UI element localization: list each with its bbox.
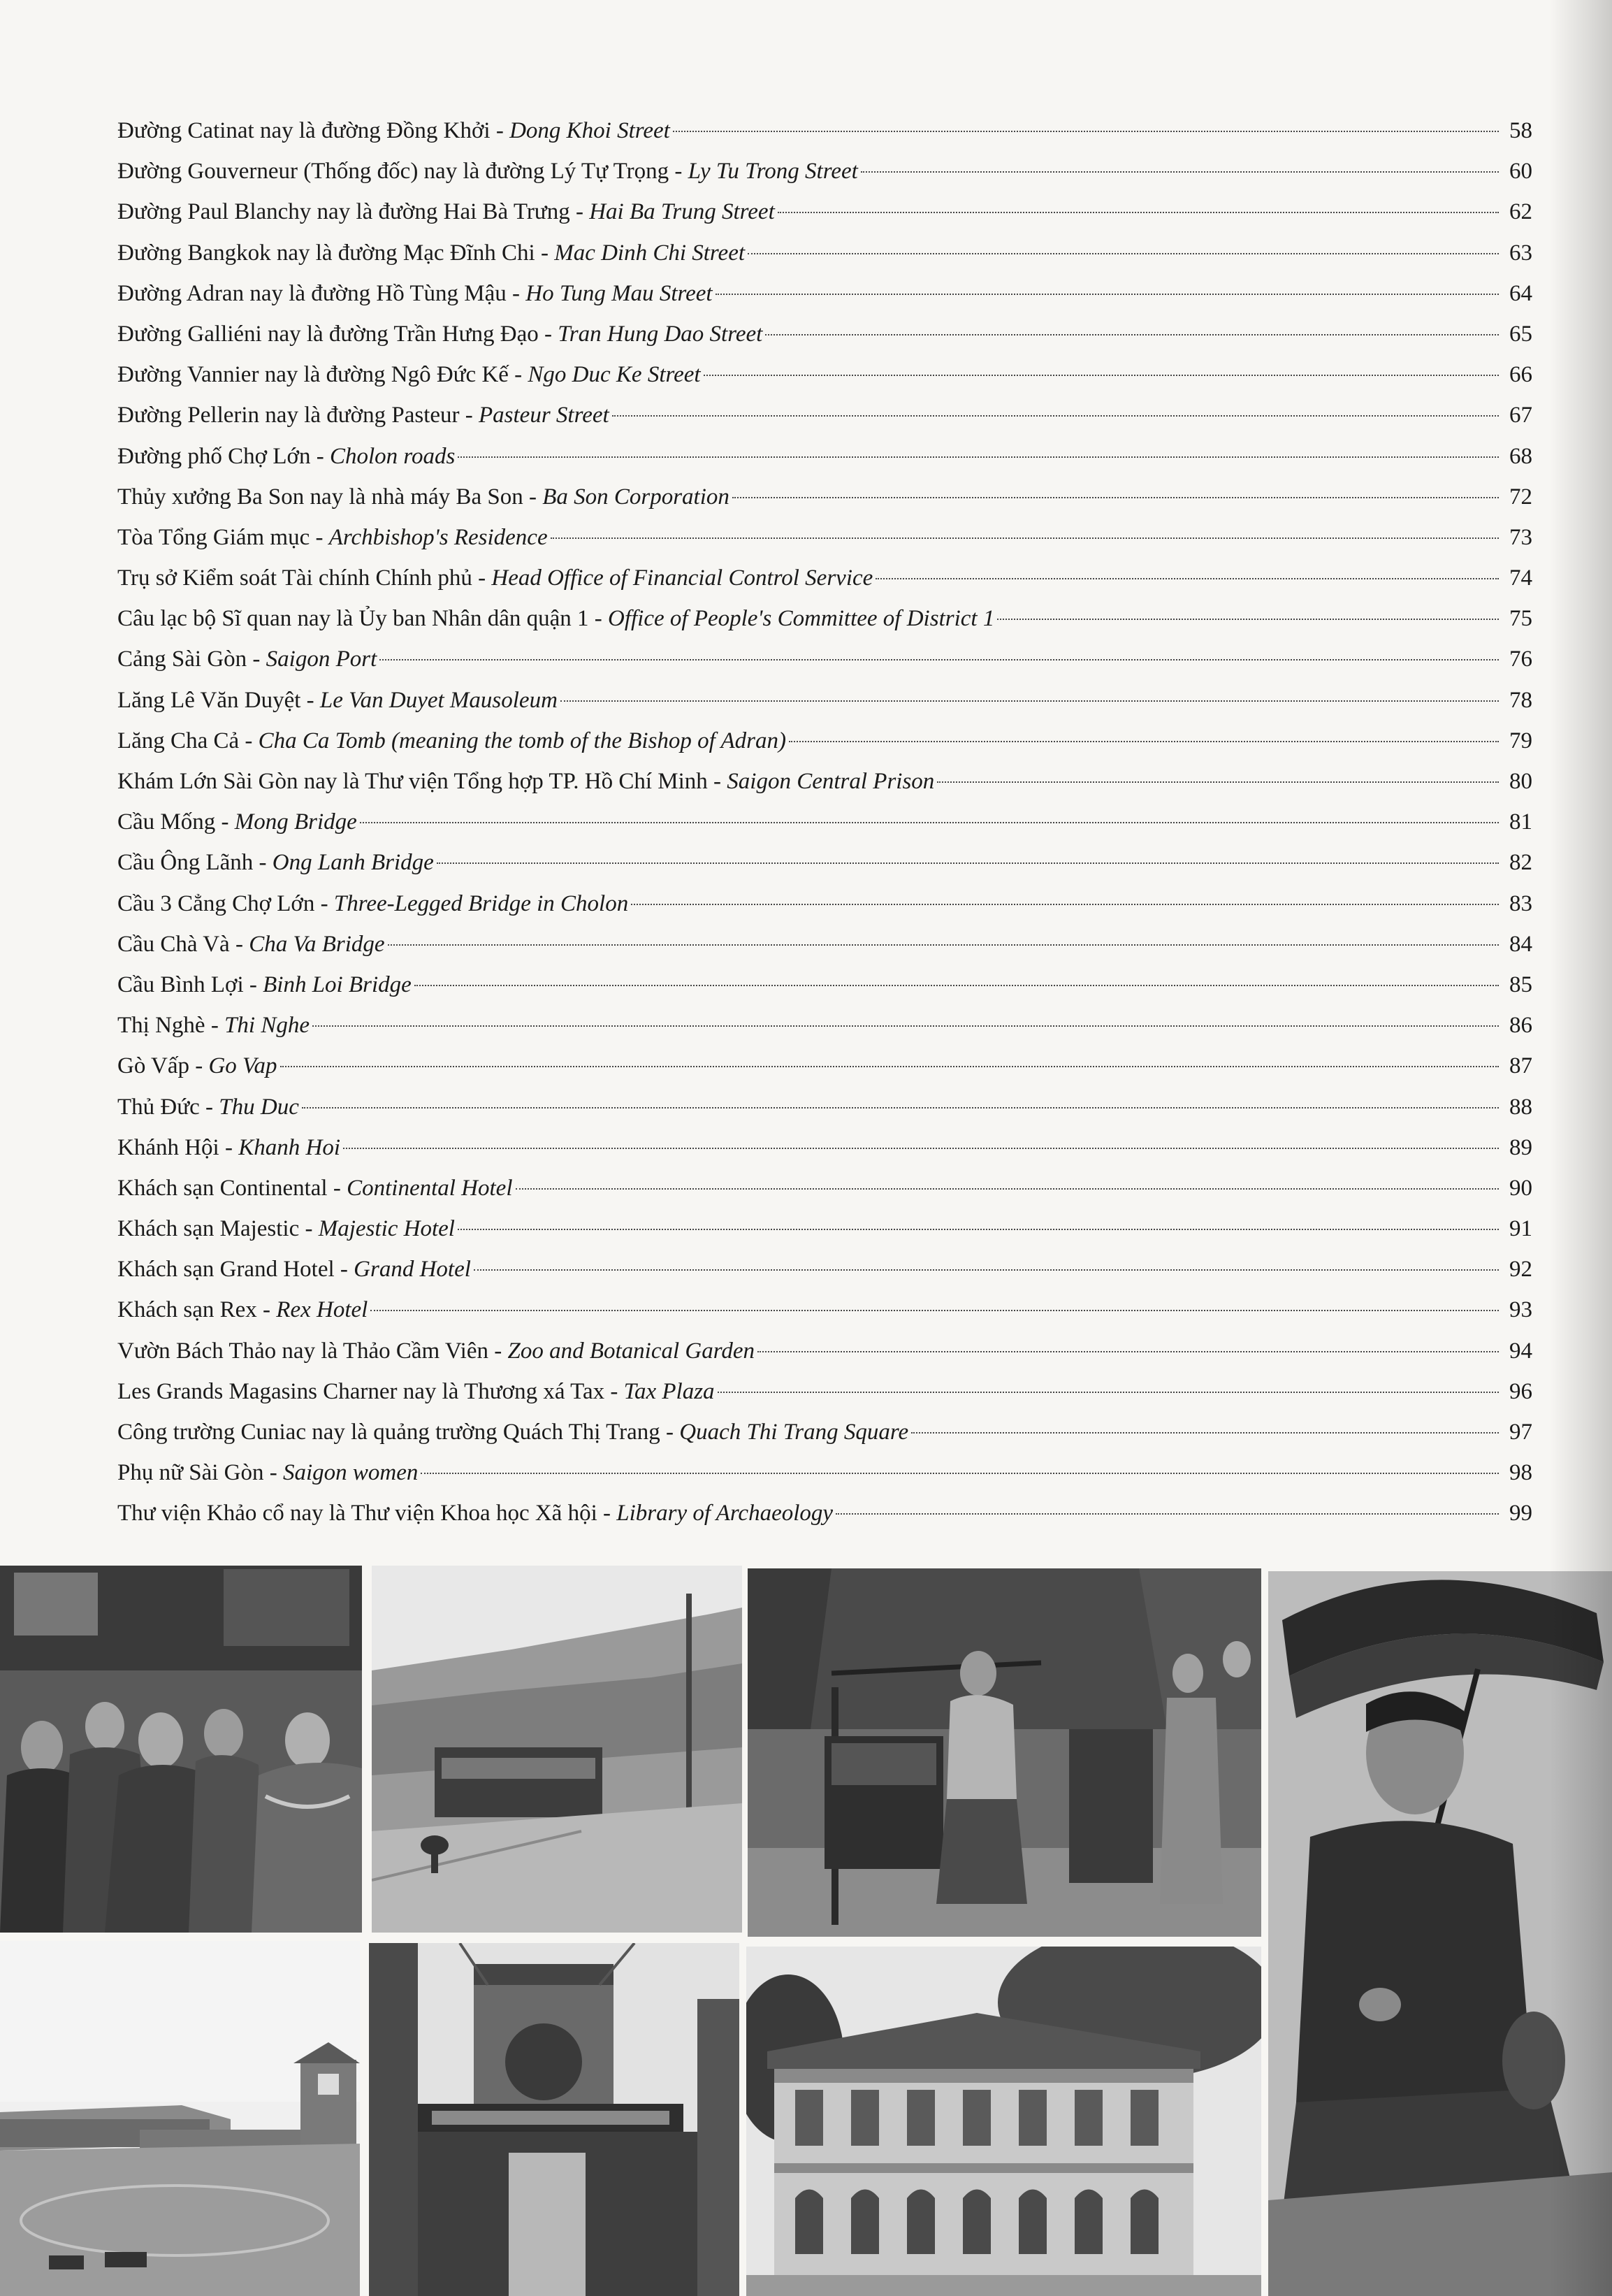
toc-entry-leader-dots bbox=[414, 985, 1499, 986]
toc-entry[interactable] bbox=[117, 1249, 1532, 1290]
toc-entry-english-title: Tran Hung Dao Street bbox=[558, 321, 763, 347]
toc-entry-page-number: 66 bbox=[1509, 362, 1532, 388]
toc-entry[interactable] bbox=[117, 151, 1532, 192]
toc-entry-leader-dots bbox=[360, 822, 1499, 823]
toc-entry-page-number: 94 bbox=[1509, 1338, 1532, 1364]
toc-entry-leader-dots bbox=[379, 659, 1499, 660]
toc-entry-separator: - bbox=[508, 362, 528, 388]
toc-entry-english-title: Thi Nghe bbox=[224, 1013, 310, 1039]
toc-entry[interactable] bbox=[117, 1290, 1532, 1330]
toc-entry-leader-dots bbox=[861, 171, 1499, 173]
toc-entry-page-number: 65 bbox=[1509, 321, 1532, 347]
toc-entry-english-title: Saigon women bbox=[283, 1460, 419, 1486]
toc-entry-leader-dots bbox=[437, 862, 1499, 864]
toc-entry-page-number: 98 bbox=[1509, 1460, 1532, 1486]
toc-entry-separator: - bbox=[229, 931, 249, 957]
toc-entry-separator: - bbox=[707, 769, 727, 794]
toc-entry-separator: - bbox=[488, 1338, 508, 1364]
toc-entry-leader-dots bbox=[997, 619, 1499, 620]
toc-entry-leader-dots bbox=[631, 904, 1499, 905]
toc-entry-english-title: Mac Dinh Chi Street bbox=[554, 240, 746, 266]
toc-entry[interactable] bbox=[117, 395, 1532, 435]
toc-entry-english-title: Zoo and Botanical Garden bbox=[507, 1338, 755, 1364]
toc-entry-vietnamese-title: Khách sạn Majestic bbox=[117, 1216, 300, 1242]
toc-entry-leader-dots bbox=[716, 294, 1499, 295]
toc-entry-vietnamese-title: Gò Vấp bbox=[117, 1053, 189, 1079]
toc-entry-vietnamese-title: Khám Lớn Sài Gòn nay là Thư viện Tổng hợp TP. Hồ Chí Minh bbox=[117, 769, 708, 794]
toc-entry-page-number: 89 bbox=[1509, 1134, 1532, 1160]
toc-entry[interactable] bbox=[117, 1493, 1532, 1533]
toc-entry-page-number: 86 bbox=[1509, 1013, 1532, 1039]
toc-entry-english-title: Cholon roads bbox=[330, 443, 456, 469]
toc-entry-vietnamese-title: Thủ Đức bbox=[117, 1094, 200, 1120]
toc-entry-separator: - bbox=[253, 850, 273, 876]
toc-entry-leader-dots bbox=[765, 334, 1499, 335]
toc-entry-leader-dots bbox=[836, 1513, 1499, 1515]
toc-entry-separator: - bbox=[243, 972, 263, 997]
toc-entry-leader-dots bbox=[302, 1107, 1499, 1109]
toc-entry-separator: - bbox=[199, 1094, 219, 1120]
toc-entry-vietnamese-title: Đường Bangkok nay là đường Mạc Đĩnh Chi bbox=[117, 240, 535, 266]
toc-entry-english-title: Library of Archaeology bbox=[616, 1501, 834, 1526]
toc-entry[interactable] bbox=[117, 354, 1532, 395]
toc-entry-page-number: 90 bbox=[1509, 1175, 1532, 1201]
toc-entry[interactable] bbox=[117, 761, 1532, 802]
toc-entry-page-number: 96 bbox=[1509, 1378, 1532, 1404]
toc-entry-leader-dots bbox=[474, 1269, 1499, 1271]
toc-entry-vietnamese-title: Tòa Tổng Giám mục bbox=[117, 524, 310, 550]
toc-entry-page-number: 91 bbox=[1509, 1216, 1532, 1242]
toc-entry-page-number: 64 bbox=[1509, 280, 1532, 306]
toc-entry-leader-dots bbox=[516, 1188, 1500, 1190]
toc-entry-english-title: Saigon Port bbox=[266, 647, 377, 672]
toc-entry-english-title: Ngo Duc Ke Street bbox=[528, 362, 701, 388]
toc-entry-page-number: 76 bbox=[1509, 647, 1532, 672]
toc-entry-vietnamese-title: Cảng Sài Gòn bbox=[117, 647, 247, 672]
toc-entry-separator: - bbox=[490, 118, 510, 143]
toc-entry-page-number: 82 bbox=[1509, 850, 1532, 876]
toc-entry-page-number: 92 bbox=[1509, 1257, 1532, 1283]
toc-entry-page-number: 68 bbox=[1509, 443, 1532, 469]
toc-entry-separator: - bbox=[334, 1257, 354, 1283]
toc-entry-separator: - bbox=[327, 1175, 347, 1201]
toc-entry[interactable] bbox=[117, 233, 1532, 273]
toc-entry-separator: - bbox=[247, 647, 266, 672]
toc-entry-leader-dots bbox=[778, 212, 1499, 213]
toc-entry-leader-dots bbox=[551, 537, 1499, 539]
toc-entry-page-number: 80 bbox=[1509, 769, 1532, 794]
toc-entry-vietnamese-title: Thủy xưởng Ba Son nay là nhà máy Ba Son bbox=[117, 484, 523, 510]
toc-entry-page-number: 84 bbox=[1509, 931, 1532, 957]
toc-entry[interactable] bbox=[117, 273, 1532, 314]
toc-entry-vietnamese-title: Đường Gouverneur (Thống đốc) nay là đường Lý Tự Trọng bbox=[117, 159, 669, 185]
toc-entry-vietnamese-title: Lăng Cha Cả bbox=[117, 728, 240, 753]
toc-entry-leader-dots bbox=[876, 578, 1499, 579]
toc-entry-separator: - bbox=[189, 1053, 209, 1079]
toc-entry[interactable] bbox=[117, 680, 1532, 721]
toc-entry-english-title: Pasteur Street bbox=[479, 403, 609, 428]
toc-entry-english-title: Cha Ca Tomb (meaning the tomb of the Bishop of Adran) bbox=[258, 728, 786, 753]
toc-entry-leader-dots bbox=[388, 944, 1499, 946]
toc-entry-english-title: Three-Legged Bridge in Cholon bbox=[333, 890, 629, 916]
toc-entry-page-number: 75 bbox=[1509, 606, 1532, 632]
photo-woman-umbrella bbox=[1268, 1571, 1612, 2296]
toc-entry-page-number: 85 bbox=[1509, 972, 1532, 997]
toc-entry-leader-dots bbox=[458, 456, 1499, 458]
toc-entry[interactable] bbox=[117, 477, 1532, 517]
toc-entry-leader-dots bbox=[458, 1229, 1499, 1230]
toc-entry-page-number: 93 bbox=[1509, 1297, 1532, 1323]
toc-entry-english-title: Continental Hotel bbox=[347, 1175, 513, 1201]
toc-entry-page-number: 60 bbox=[1509, 159, 1532, 185]
toc-entry-vietnamese-title: Đường Galliéni nay là đường Trần Hưng Đạo bbox=[117, 321, 539, 347]
toc-entry-separator: - bbox=[205, 1013, 225, 1039]
toc-entry-page-number: 63 bbox=[1509, 240, 1532, 266]
toc-entry-separator: - bbox=[300, 687, 320, 713]
toc-entry-english-title: Thu Duc bbox=[219, 1094, 299, 1120]
toc-entry[interactable] bbox=[117, 436, 1532, 477]
toc-entry-leader-dots bbox=[704, 375, 1499, 376]
toc-entry-english-title: Saigon Central Prison bbox=[727, 769, 935, 794]
toc-entry-separator: - bbox=[597, 1501, 617, 1526]
toc-entry[interactable] bbox=[117, 1452, 1532, 1493]
toc-entry-leader-dots bbox=[560, 700, 1499, 702]
toc-entry-vietnamese-title: Khánh Hội bbox=[117, 1134, 219, 1160]
toc-entry-separator: - bbox=[219, 1134, 239, 1160]
toc-entry-page-number: 79 bbox=[1509, 728, 1532, 753]
toc-entry[interactable] bbox=[117, 1208, 1532, 1249]
toc-entry-leader-dots bbox=[673, 131, 1499, 132]
toc-entry-english-title: Office of People's Committee of District 1 bbox=[608, 606, 995, 632]
toc-entry-page-number: 58 bbox=[1509, 118, 1532, 143]
toc-entry-page-number: 72 bbox=[1509, 484, 1532, 510]
toc-entry-vietnamese-title: Vườn Bách Thảo nay là Thảo Cầm Viên bbox=[117, 1338, 488, 1364]
toc-entry-leader-dots bbox=[421, 1473, 1499, 1474]
toc-entry[interactable] bbox=[117, 1371, 1532, 1412]
table-of-contents bbox=[117, 110, 1532, 1534]
toc-entry-separator: - bbox=[263, 1460, 283, 1486]
toc-entry-english-title: Go Vap bbox=[208, 1053, 277, 1079]
toc-entry-vietnamese-title: Cầu Ông Lãnh bbox=[117, 850, 254, 876]
toc-entry-leader-dots bbox=[612, 415, 1499, 417]
toc-entry-page-number: 81 bbox=[1509, 809, 1532, 835]
toc-entry-leader-dots bbox=[718, 1392, 1499, 1393]
toc-entry-vietnamese-title: Phụ nữ Sài Gòn bbox=[117, 1460, 264, 1486]
toc-entry-vietnamese-title: Đường phố Chợ Lớn bbox=[117, 443, 311, 469]
toc-entry-page-number: 62 bbox=[1509, 199, 1532, 225]
toc-entry-leader-dots bbox=[280, 1066, 1499, 1067]
toc-entry-separator: - bbox=[256, 1297, 277, 1323]
toc-entry-english-title: Grand Hotel bbox=[354, 1257, 471, 1283]
toc-entry-separator: - bbox=[538, 321, 558, 347]
toc-entry[interactable] bbox=[117, 110, 1532, 151]
toc-entry-leader-dots bbox=[343, 1148, 1499, 1149]
toc-entry-english-title: Le Van Duyet Mausoleum bbox=[319, 687, 558, 713]
toc-entry-page-number: 74 bbox=[1509, 565, 1532, 591]
toc-entry-page-number: 88 bbox=[1509, 1094, 1532, 1120]
toc-entry-vietnamese-title: Les Grands Magasins Charner nay là Thương xá Tax bbox=[117, 1378, 605, 1404]
photo-colonial-villa bbox=[746, 1947, 1261, 2296]
toc-entry-separator: - bbox=[239, 728, 259, 753]
toc-entry-vietnamese-title: Đường Adran nay là đường Hồ Tùng Mậu bbox=[117, 280, 507, 306]
toc-entry-english-title: Binh Loi Bridge bbox=[263, 972, 412, 997]
toc-entry-page-number: 83 bbox=[1509, 890, 1532, 916]
toc-entry[interactable] bbox=[117, 965, 1532, 1005]
toc-entry-page-number: 99 bbox=[1509, 1501, 1532, 1526]
toc-entry-vietnamese-title: Khách sạn Rex bbox=[117, 1297, 257, 1323]
toc-entry-english-title: Dong Khoi Street bbox=[509, 118, 670, 143]
toc-entry-english-title: Hai Ba Trung Street bbox=[589, 199, 775, 225]
toc-entry[interactable] bbox=[117, 639, 1532, 679]
toc-entry-separator: - bbox=[588, 606, 609, 632]
toc-entry-english-title: Ong Lanh Bridge bbox=[272, 850, 434, 876]
toc-entry-separator: - bbox=[569, 199, 590, 225]
toc-entry-vietnamese-title: Khách sạn Grand Hotel bbox=[117, 1257, 335, 1283]
toc-entry-english-title: Archbishop's Residence bbox=[328, 524, 548, 550]
toc-entry-vietnamese-title: Lăng Lê Văn Duyệt bbox=[117, 687, 301, 713]
toc-entry-separator: - bbox=[523, 484, 543, 510]
toc-entry[interactable] bbox=[117, 1412, 1532, 1452]
toc-entry-english-title: Cha Va Bridge bbox=[249, 931, 385, 957]
toc-entry-english-title: Head Office of Financial Control Service bbox=[491, 565, 873, 591]
toc-entry-separator: - bbox=[660, 1420, 680, 1445]
toc-entry[interactable] bbox=[117, 1168, 1532, 1208]
photo-ben-thanh-market bbox=[0, 1941, 360, 2296]
toc-entry-leader-dots bbox=[748, 253, 1499, 254]
toc-entry-vietnamese-title: Công trường Cuniac nay là quảng trường Quách Thị Trang bbox=[117, 1420, 660, 1445]
toc-entry[interactable] bbox=[117, 1005, 1532, 1046]
toc-entry-english-title: Tax Plaza bbox=[623, 1378, 715, 1404]
toc-entry-separator: - bbox=[314, 890, 334, 916]
toc-entry-separator: - bbox=[669, 159, 688, 185]
toc-entry-vietnamese-title: Cầu 3 Cẳng Chợ Lớn bbox=[117, 890, 315, 916]
toc-entry-separator: - bbox=[299, 1216, 319, 1242]
toc-entry-separator: - bbox=[535, 240, 555, 266]
toc-entry-vietnamese-title: Đường Pellerin nay là đường Pasteur bbox=[117, 403, 460, 428]
toc-entry-leader-dots bbox=[312, 1025, 1499, 1027]
toc-entry[interactable] bbox=[117, 1087, 1532, 1127]
photo-opera-costumes bbox=[0, 1566, 362, 1933]
toc-entry-page-number: 67 bbox=[1509, 403, 1532, 428]
toc-entry-page-number: 78 bbox=[1509, 687, 1532, 713]
toc-entry-leader-dots bbox=[757, 1351, 1499, 1352]
toc-entry-leader-dots bbox=[370, 1310, 1499, 1311]
toc-entry[interactable] bbox=[117, 924, 1532, 965]
toc-entry[interactable] bbox=[117, 721, 1532, 761]
toc-entry-leader-dots bbox=[732, 497, 1499, 498]
toc-entry-vietnamese-title: Cầu Mống bbox=[117, 809, 216, 835]
toc-entry[interactable] bbox=[117, 1046, 1532, 1086]
toc-entry[interactable] bbox=[117, 1331, 1532, 1371]
toc-entry-separator: - bbox=[604, 1378, 624, 1404]
toc-entry-leader-dots bbox=[911, 1432, 1499, 1434]
toc-entry-vietnamese-title: Cầu Chà Và bbox=[117, 931, 230, 957]
toc-entry-vietnamese-title: Trụ sở Kiểm soát Tài chính Chính phủ bbox=[117, 565, 472, 591]
toc-entry-page-number: 73 bbox=[1509, 524, 1532, 550]
toc-entry-page-number: 87 bbox=[1509, 1053, 1532, 1079]
toc-entry[interactable] bbox=[117, 802, 1532, 842]
photo-street-vendors bbox=[748, 1568, 1261, 1937]
toc-entry-separator: - bbox=[472, 565, 492, 591]
toc-entry-leader-dots bbox=[937, 781, 1499, 783]
toc-entry-separator: - bbox=[310, 524, 329, 550]
toc-entry-english-title: Majestic Hotel bbox=[318, 1216, 455, 1242]
toc-entry-separator: - bbox=[506, 280, 526, 306]
toc-entry-english-title: Ho Tung Mau Street bbox=[525, 280, 713, 306]
toc-entry-vietnamese-title: Cầu Bình Lợi bbox=[117, 972, 244, 997]
photo-tram-street bbox=[372, 1566, 742, 1933]
toc-entry[interactable] bbox=[117, 558, 1532, 598]
toc-entry[interactable] bbox=[117, 598, 1532, 639]
toc-entry-vietnamese-title: Đường Vannier nay là đường Ngô Đức Kế bbox=[117, 362, 509, 388]
toc-entry[interactable] bbox=[117, 517, 1532, 558]
photo-cholon-gate bbox=[369, 1943, 739, 2296]
toc-entry-english-title: Rex Hotel bbox=[276, 1297, 368, 1323]
toc-entry[interactable] bbox=[117, 883, 1532, 924]
toc-entry-separator: - bbox=[459, 403, 479, 428]
toc-entry-vietnamese-title: Đường Catinat nay là đường Đồng Khởi bbox=[117, 118, 491, 143]
toc-entry-separator: - bbox=[215, 809, 235, 835]
toc-entry-english-title: Quach Thi Trang Square bbox=[679, 1420, 909, 1445]
toc-entry-vietnamese-title: Khách sạn Continental bbox=[117, 1175, 328, 1201]
toc-entry[interactable] bbox=[117, 1127, 1532, 1168]
toc-entry-english-title: Ly Tu Trong Street bbox=[688, 159, 858, 185]
toc-entry-english-title: Khanh Hoi bbox=[238, 1134, 340, 1160]
toc-entry-page-number: 97 bbox=[1509, 1420, 1532, 1445]
toc-entry-separator: - bbox=[310, 443, 330, 469]
toc-entry-english-title: Ba Son Corporation bbox=[542, 484, 729, 510]
toc-entry-vietnamese-title: Đường Paul Blanchy nay là đường Hai Bà Trưng bbox=[117, 199, 570, 225]
toc-entry-vietnamese-title: Thư viện Khảo cổ nay là Thư viện Khoa học Xã hội bbox=[117, 1501, 597, 1526]
toc-entry-vietnamese-title: Thị Nghè bbox=[117, 1013, 205, 1039]
toc-entry-vietnamese-title: Câu lạc bộ Sĩ quan nay là Ủy ban Nhân dân quận 1 bbox=[117, 606, 589, 632]
toc-entry-english-title: Mong Bridge bbox=[234, 809, 357, 835]
toc-entry-leader-dots bbox=[789, 741, 1499, 742]
toc-entry[interactable] bbox=[117, 192, 1532, 232]
toc-entry[interactable] bbox=[117, 842, 1532, 883]
toc-entry[interactable] bbox=[117, 314, 1532, 354]
